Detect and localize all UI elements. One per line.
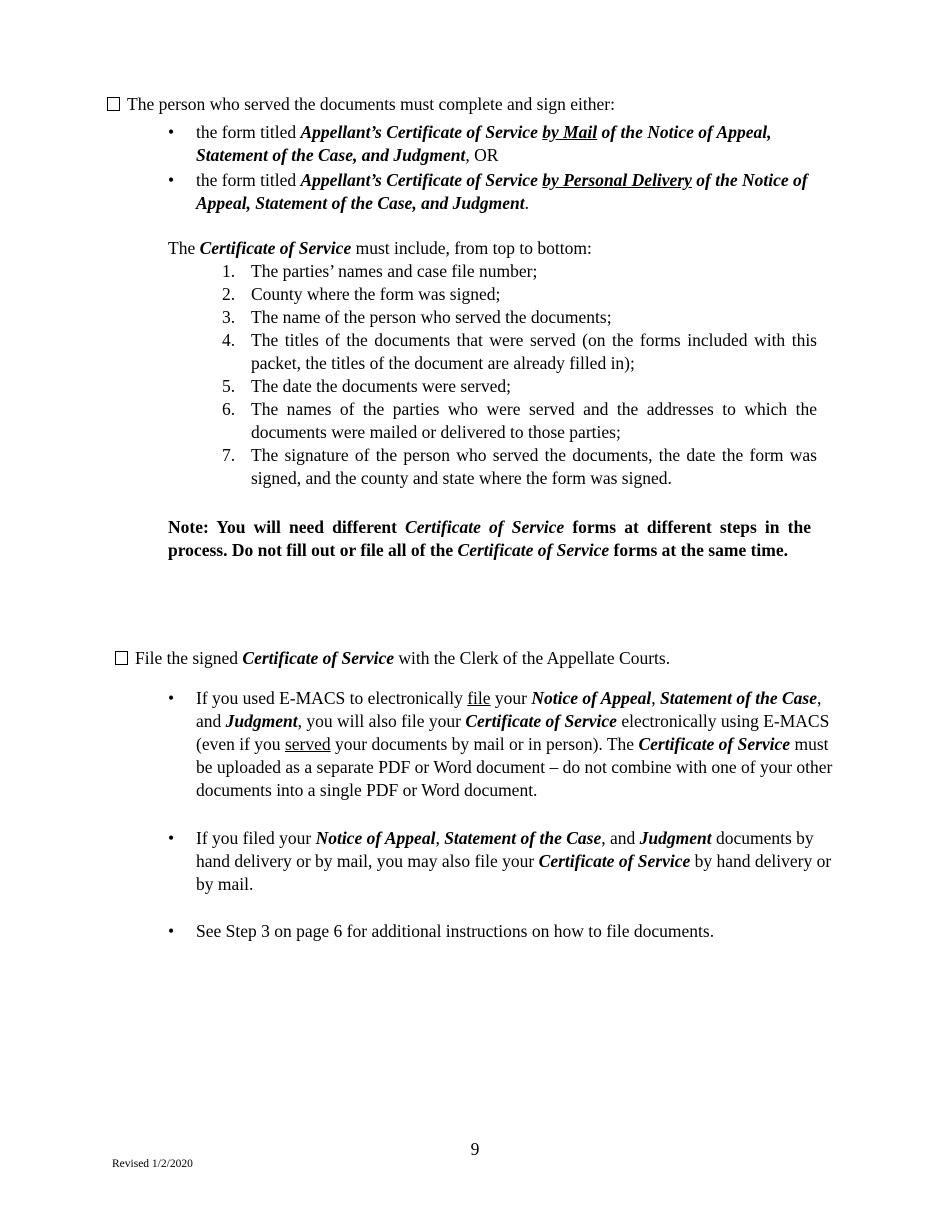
note-paragraph: Note: You will need different Certificate of Service forms at different steps in the process. Do not fill out or file all of the Certificate of Service forms at the same time.: [168, 517, 811, 560]
section1-intro: The person who served the documents must complete and sign either:: [127, 94, 615, 114]
list-item: 1. The parties’ names and case file number;: [222, 261, 538, 281]
section2-bullet-3: [168, 920, 836, 943]
list-item: • the form titled Appellant’s Certificate of Service by Personal Delivery of the Notice of Appeal, Statement of the Case, and Judgment.: [168, 169, 817, 215]
list-item: • If you filed your Notice of Appeal, Statement of the Case, and Judgment documents by hand delivery or by mail, you may also file your Certificate of Service by hand delivery or by mail.: [168, 827, 836, 896]
list-item: • See Step 3 on page 6 for additional instructions on how to file documents.: [168, 920, 836, 943]
revision-date: Revised 1/2/2020: [112, 1158, 193, 1170]
checkbox-serve[interactable]: [107, 97, 120, 111]
section1-bullets: [168, 121, 817, 215]
section2-bullet-1: [168, 687, 836, 802]
list-item: 2. County where the form was signed;: [222, 284, 501, 304]
list-item: 7. The signature of the person who served the documents, the date the form was signed, and the county and state where the form was signed.: [222, 445, 817, 488]
list-item: 4. The titles of the documents that were served (on the forms included with this packet, the titles of the document are already filled in);: [222, 330, 817, 373]
list-item: 6. The names of the parties who were served and the addresses to which the documents were mailed or delivered to those parties;: [222, 399, 817, 442]
certificate-intro: The Certificate of Service must include, from top to bottom:: [168, 238, 592, 258]
section2-intro-line: File the signed Certificate of Service with the Clerk of the Appellate Courts.: [115, 647, 875, 670]
list-item: 5. The date the documents were served;: [222, 376, 511, 396]
list-item: • If you used E-MACS to electronically file your Notice of Appeal, Statement of the Case, and Judgment, you will also file your Certificate of Service electronically using E-MACS (even if you served your documents by mail or in person). The Certificate of Service must be uploaded as a separate PDF or Word document – do not combine with one of your other documents into a single PDF or Word document.: [168, 687, 836, 802]
section2-bullet-2: [168, 827, 836, 896]
page-number: 9: [470, 1139, 480, 1159]
list-item: • the form titled Appellant’s Certificate of Service by Mail of the Notice of Appeal, Statement of the Case, and Judgment, OR: [168, 121, 817, 167]
numbered-list: [222, 260, 817, 490]
section1-intro-line: [107, 93, 867, 116]
checkbox-file[interactable]: [115, 651, 128, 665]
list-item: 3. The name of the person who served the documents;: [222, 307, 612, 327]
